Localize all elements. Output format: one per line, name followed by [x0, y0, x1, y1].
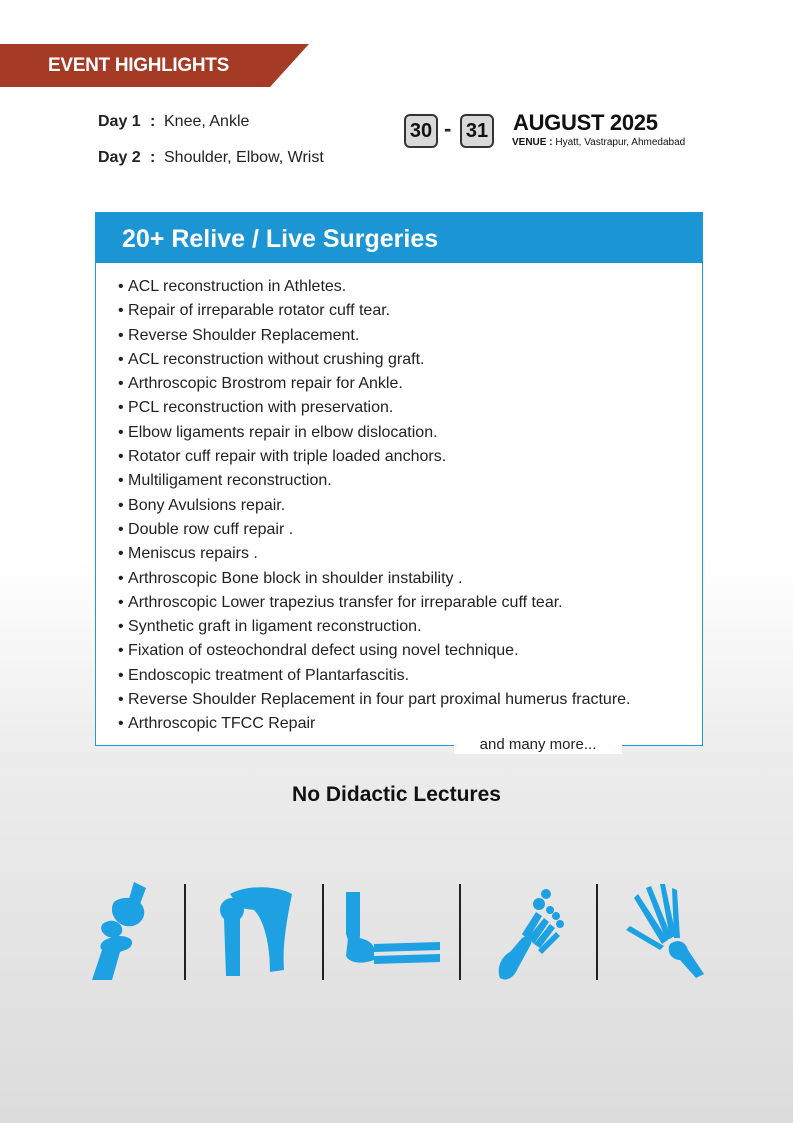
list-item: • Reverse Shoulder Replacement in four part proximal humerus fracture. [118, 688, 631, 712]
end-day-box: 31 [460, 114, 494, 148]
icon-divider [184, 884, 186, 980]
surgeries-card [95, 212, 703, 746]
icon-divider [596, 884, 598, 980]
icon-divider [459, 884, 461, 980]
venue-text: Hyatt, Vastrapur, Ahmedabad [555, 137, 686, 148]
list-item: • Repair of irreparable rotator cuff tear. [118, 299, 631, 323]
start-day-box: 30 [404, 114, 438, 148]
list-item: • Elbow ligaments repair in elbow dislocation. [118, 421, 631, 445]
list-item: • Double row cuff repair . [118, 518, 631, 542]
foot-bones-icon [494, 882, 566, 984]
surgeries-heading: 20+ Relive / Live Surgeries [96, 213, 702, 263]
surgeries-list [118, 275, 631, 737]
event-month-year: AUGUST 2025 [513, 110, 658, 135]
venue-label: VENUE : [512, 137, 553, 148]
day-1-row [98, 113, 249, 131]
day-1-colon: : [150, 113, 156, 130]
list-item: • Meniscus repairs . [118, 542, 631, 566]
icon-divider [322, 884, 324, 980]
venue-line [512, 137, 685, 148]
day-1-topics: Knee, Ankle [164, 113, 250, 130]
list-item: • ACL reconstruction without crushing graft. [118, 348, 631, 372]
list-item: • Rotator cuff repair with triple loaded anchors. [118, 445, 631, 469]
knee-joint-icon [84, 880, 156, 984]
and-many-more: and many more... [479, 736, 597, 753]
list-item: • Arthroscopic Bone block in shoulder instability . [118, 567, 631, 591]
shoulder-joint-icon [218, 884, 298, 980]
banner-title: EVENT HIGHLIGHTS [48, 55, 229, 76]
day-2-colon: : [150, 149, 156, 166]
list-item: • ACL reconstruction in Athletes. [118, 275, 631, 299]
day-2-label: Day 2 [98, 149, 141, 166]
list-item: • Arthroscopic Lower trapezius transfer for irreparable cuff tear. [118, 591, 631, 615]
list-item: • Multiligament reconstruction. [118, 469, 631, 493]
elbow-joint-icon [344, 884, 442, 974]
list-item: • Synthetic graft in ligament reconstruction. [118, 615, 631, 639]
day-2-topics: Shoulder, Elbow, Wrist [164, 149, 324, 166]
list-item: • Endoscopic treatment of Plantarfascitis. [118, 664, 631, 688]
day-2-row [98, 149, 324, 167]
date-dash: - [444, 116, 452, 141]
list-item: • Fixation of osteochondral defect using novel technique. [118, 639, 631, 663]
list-item: • PCL reconstruction with preservation. [118, 396, 631, 420]
tagline: No Didactic Lectures [292, 783, 501, 806]
list-item: • Bony Avulsions repair. [118, 494, 631, 518]
day-1-label: Day 1 [98, 113, 141, 130]
hand-bones-icon [624, 882, 706, 980]
list-item: • Reverse Shoulder Replacement. [118, 324, 631, 348]
list-item: • Arthroscopic Brostrom repair for Ankle. [118, 372, 631, 396]
list-item: • Arthroscopic TFCC Repair [118, 712, 631, 736]
